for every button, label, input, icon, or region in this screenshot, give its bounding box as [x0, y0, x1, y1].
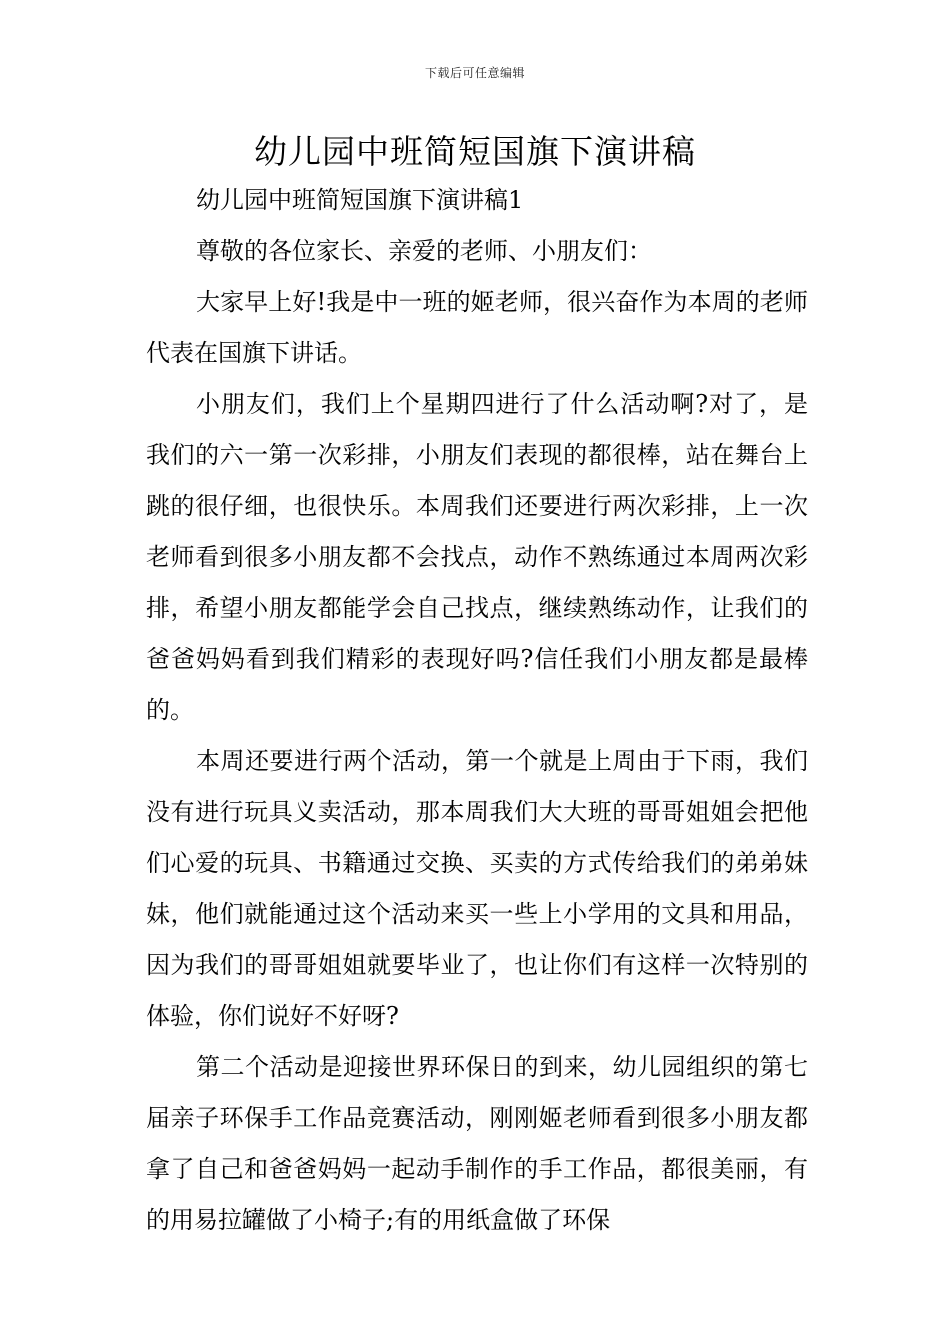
body-paragraph: 第二个活动是迎接世界环保日的到来，幼儿园组织的第七届亲子环保手工作品竞赛活动，刚刚姬老师看到很多小朋友都拿了自己和爸爸妈妈一起动手制作的手工作品，都很美丽，有的用易拉罐做了小椅子;有的用纸盒做了环保 [146, 1053, 808, 1234]
header-note: 下载后可任意编辑 [424, 66, 525, 80]
body-paragraph: 大家早上好!我是中一班的姬老师，很兴奋作为本周的老师代表在国旗下讲话。 [146, 288, 808, 367]
document-body [146, 175, 808, 1246]
body-paragraph: 本周还要进行两个活动，第一个就是上周由于下雨，我们没有进行玩具义卖活动，那本周我们大大班的哥哥姐姐会把他们心爱的玩具、书籍通过交换、买卖的方式传给我们的弟弟妹妹，他们就能通过这个活动来买一些上小学用的文具和用品，因为我们的哥哥姐姐就要毕业了，也让你们有这样一次特别的体验，你们说好不好呀? [146, 747, 808, 1030]
salutation-paragraph: 尊敬的各位家长、亲爱的老师、小朋友们： [196, 237, 652, 265]
document-title: 幼儿园中班简短国旗下演讲稿 [254, 132, 696, 171]
body-paragraph: 小朋友们，我们上个星期四进行了什么活动啊?对了，是我们的六一第一次彩排，小朋友们表现的都很棒，站在舞台上跳的很仔细，也很快乐。本周我们还要进行两次彩排，上一次老师看到很多小朋友都不会找点，动作不熟练通过本周两次彩排，希望小朋友都能学会自己找点，继续熟练动作，让我们的爸爸妈妈看到我们精彩的表现好吗?信任我们小朋友都是最棒的。 [146, 390, 808, 724]
subtitle-paragraph: 幼儿园中班简短国旗下演讲稿1 [196, 186, 524, 214]
